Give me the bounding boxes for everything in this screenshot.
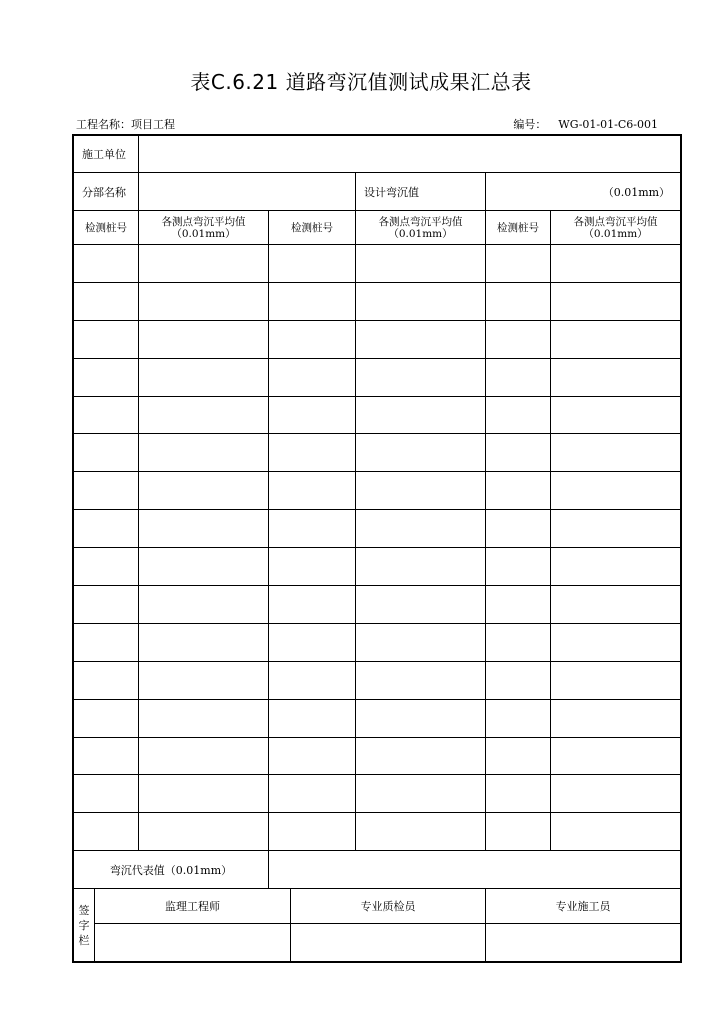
station-3-cell[interactable] [486,699,551,737]
station-2-cell[interactable] [269,358,356,396]
data-row [74,548,681,586]
avg-2-cell[interactable] [356,623,486,661]
station-3-cell[interactable] [486,737,551,775]
signature-char-1: 签 [78,903,90,917]
avg-2-cell[interactable] [356,245,486,283]
data-row [74,661,681,699]
station-3-cell[interactable] [486,320,551,358]
section-label: 分部名称 [74,173,139,211]
avg-3-cell[interactable] [551,245,681,283]
avg-3-cell[interactable] [551,358,681,396]
section-field[interactable] [139,173,356,211]
station-2-cell[interactable] [269,813,356,851]
avg-header-1-line2: （0.01mm） [171,227,236,240]
station-1-cell[interactable] [74,813,139,851]
station-header-3: 检测桩号 [486,211,551,245]
avg-3-cell[interactable] [551,813,681,851]
station-1-cell[interactable] [74,775,139,813]
signature-char-3: 栏 [78,933,90,947]
form-code-label: 编号： [513,118,547,131]
avg-header-3-line2: （0.01mm） [583,227,648,240]
avg-header-2 [356,211,486,245]
station-2-cell[interactable] [269,548,356,586]
avg-3-cell[interactable] [551,699,681,737]
avg-3-cell[interactable] [551,510,681,548]
station-2-cell[interactable] [269,245,356,283]
station-1-cell[interactable] [74,737,139,775]
station-header-2: 检测桩号 [269,211,356,245]
avg-1-cell[interactable] [139,396,269,434]
avg-3-cell[interactable] [551,548,681,586]
data-row [74,510,681,548]
signature-field-row [74,924,681,962]
avg-1-cell[interactable] [139,775,269,813]
avg-1-cell[interactable] [139,548,269,586]
avg-2-cell[interactable] [356,510,486,548]
avg-2-cell[interactable] [356,282,486,320]
avg-1-cell[interactable] [139,472,269,510]
avg-3-cell[interactable] [551,623,681,661]
station-1-cell[interactable] [74,623,139,661]
station-2-cell[interactable] [269,586,356,624]
station-3-cell[interactable] [486,586,551,624]
form-code-value: WG-01-01-C6-001 [558,118,658,131]
avg-3-cell[interactable] [551,282,681,320]
avg-1-cell[interactable] [139,282,269,320]
avg-2-cell[interactable] [356,586,486,624]
project-name-label: 工程名称： [76,118,131,131]
data-row [74,282,681,320]
construction-unit-field[interactable] [139,136,681,173]
station-2-cell[interactable] [269,510,356,548]
avg-1-cell[interactable] [139,510,269,548]
summary-table [73,135,681,962]
avg-1-cell[interactable] [139,699,269,737]
station-1-cell[interactable] [74,586,139,624]
project-name-value: 项目工程 [131,118,175,131]
avg-3-cell[interactable] [551,396,681,434]
avg-header-2-line2: （0.01mm） [388,227,453,240]
construction-unit-row [74,136,681,173]
construction-staff-signature-field[interactable] [486,924,681,962]
station-2-cell[interactable] [269,320,356,358]
station-1-cell[interactable] [74,699,139,737]
column-header-row [74,211,681,245]
avg-2-cell[interactable] [356,775,486,813]
data-row [74,358,681,396]
construction-staff-role: 专业施工员 [486,889,681,924]
avg-1-cell[interactable] [139,320,269,358]
supervisor-signature-field[interactable] [95,924,291,962]
station-1-cell[interactable] [74,358,139,396]
station-3-cell[interactable] [486,661,551,699]
signature-label [74,889,95,962]
station-1-cell[interactable] [74,661,139,699]
data-row [74,623,681,661]
station-2-cell[interactable] [269,623,356,661]
station-3-cell[interactable] [486,510,551,548]
data-row [74,320,681,358]
avg-1-cell[interactable] [139,623,269,661]
avg-1-cell[interactable] [139,813,269,851]
avg-2-cell[interactable] [356,661,486,699]
avg-3-cell[interactable] [551,434,681,472]
station-3-cell[interactable] [486,282,551,320]
avg-3-cell[interactable] [551,775,681,813]
station-2-cell[interactable] [269,434,356,472]
data-row [74,245,681,283]
station-header-1: 检测桩号 [74,211,139,245]
station-1-cell[interactable] [74,282,139,320]
data-row [74,737,681,775]
station-1-cell[interactable] [74,434,139,472]
station-1-cell[interactable] [74,472,139,510]
station-1-cell[interactable] [74,245,139,283]
data-row [74,699,681,737]
avg-header-2-line1: 各测点弯沉平均值 [378,215,463,228]
data-row [74,775,681,813]
avg-2-cell[interactable] [356,548,486,586]
page-title: 表C.6.21 道路弯沉值测试成果汇总表 [190,70,532,94]
data-row [74,472,681,510]
avg-2-cell[interactable] [356,434,486,472]
avg-3-cell[interactable] [551,661,681,699]
avg-2-cell[interactable] [356,472,486,510]
avg-1-cell[interactable] [139,245,269,283]
avg-3-cell[interactable] [551,472,681,510]
representative-field[interactable] [269,851,681,889]
station-3-cell[interactable] [486,396,551,434]
data-row [74,396,681,434]
station-2-cell[interactable] [269,699,356,737]
station-3-cell[interactable] [486,775,551,813]
design-deflection-unit: （0.01mm） [602,185,671,199]
avg-1-cell[interactable] [139,434,269,472]
avg-1-cell[interactable] [139,737,269,775]
avg-3-cell[interactable] [551,586,681,624]
avg-header-1-line1: 各测点弯沉平均值 [161,215,246,228]
quality-inspector-role: 专业质检员 [291,889,486,924]
station-2-cell[interactable] [269,472,356,510]
form-code [513,116,658,132]
station-3-cell[interactable] [486,623,551,661]
station-3-cell[interactable] [486,472,551,510]
station-1-cell[interactable] [74,396,139,434]
avg-header-3 [551,211,681,245]
station-2-cell[interactable] [269,737,356,775]
avg-header-1 [139,211,269,245]
construction-unit-label: 施工单位 [74,136,139,173]
station-3-cell[interactable] [486,358,551,396]
station-2-cell[interactable] [269,775,356,813]
avg-2-cell[interactable] [356,396,486,434]
data-row [74,586,681,624]
station-1-cell[interactable] [74,548,139,586]
signature-header-row [74,889,681,924]
station-1-cell[interactable] [74,320,139,358]
design-deflection-field[interactable] [486,173,681,211]
station-3-cell[interactable] [486,434,551,472]
representative-row [74,851,681,889]
station-2-cell[interactable] [269,661,356,699]
avg-3-cell[interactable] [551,737,681,775]
avg-header-3-line1: 各测点弯沉平均值 [573,215,658,228]
avg-2-cell[interactable] [356,813,486,851]
quality-inspector-signature-field[interactable] [291,924,486,962]
avg-1-cell[interactable] [139,358,269,396]
avg-2-cell[interactable] [356,699,486,737]
avg-2-cell[interactable] [356,737,486,775]
station-3-cell[interactable] [486,245,551,283]
representative-label: 弯沉代表值（0.01mm） [74,851,269,889]
avg-2-cell[interactable] [356,320,486,358]
signature-char-2: 字 [78,918,90,932]
avg-1-cell[interactable] [139,586,269,624]
design-deflection-label: 设计弯沉值 [356,173,486,211]
station-3-cell[interactable] [486,548,551,586]
avg-1-cell[interactable] [139,661,269,699]
supervisor-role: 监理工程师 [95,889,291,924]
station-1-cell[interactable] [74,510,139,548]
data-row [74,813,681,851]
avg-2-cell[interactable] [356,358,486,396]
station-3-cell[interactable] [486,813,551,851]
section-row [74,173,681,211]
data-row [74,434,681,472]
project-name [76,116,175,132]
avg-3-cell[interactable] [551,320,681,358]
station-2-cell[interactable] [269,396,356,434]
station-2-cell[interactable] [269,282,356,320]
